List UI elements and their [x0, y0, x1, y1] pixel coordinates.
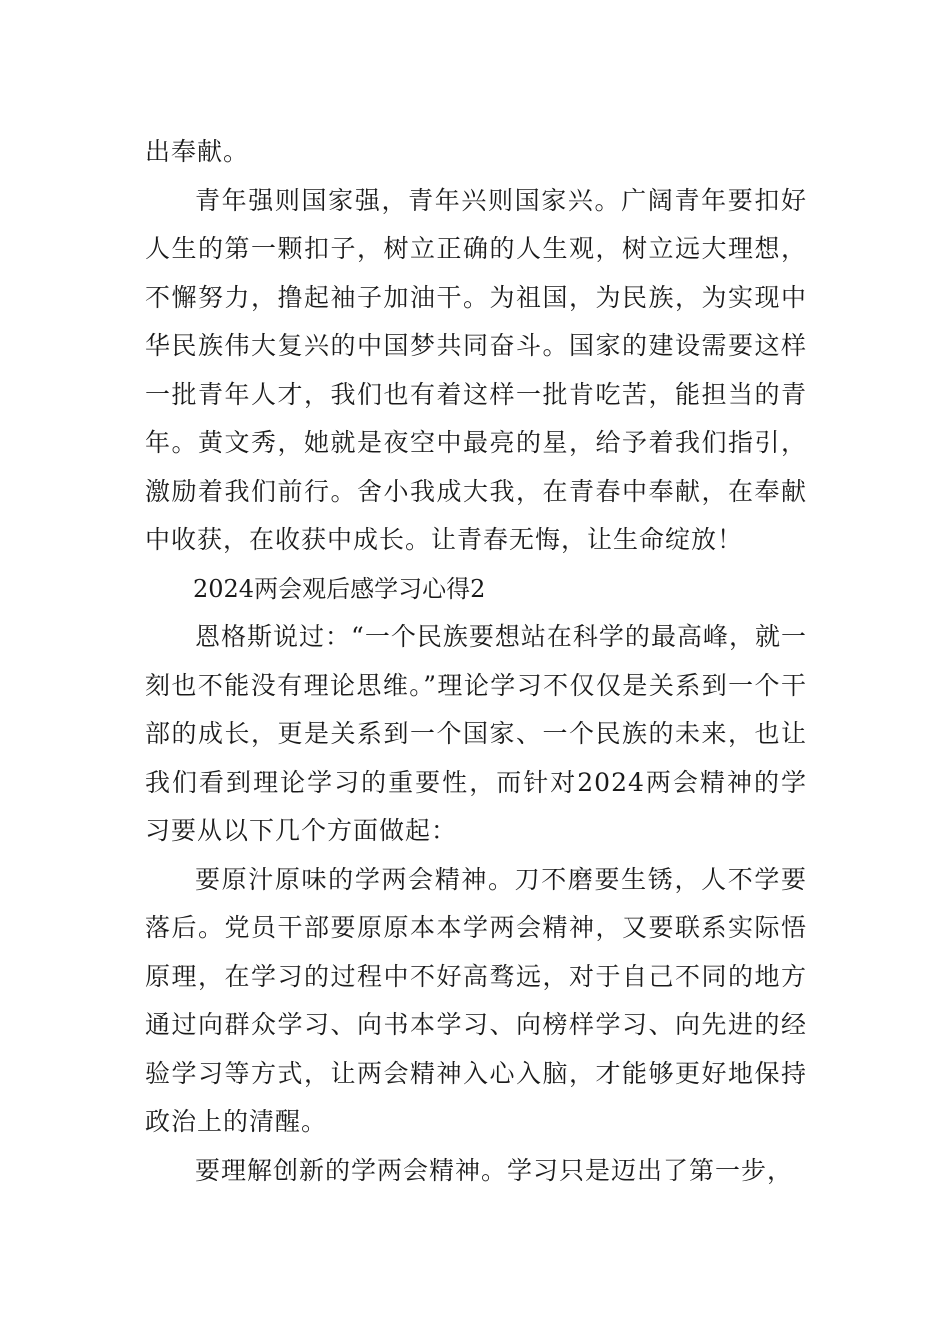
paragraph-study-innovative: 要理解创新的学两会精神。学习只是迈出了第一步， — [195, 1155, 794, 1185]
document-body — [145, 128, 807, 1195]
paragraph-youth: 青年强则国家强，青年兴则国家兴。广阔青年要扣好人生的第一颗扣子，树立正确的人生观，树立远大理想，不懈努力，撸起袖子加油干。为祖国，为民族，为实现中华民族伟大复兴的中国梦共同奋斗。国家的建设需要这样一批青年人才，我们也有着这样一批肯吃苦，能担当的青年。黄文秀，她就是夜空中最亮的星，给予着我们指引，激励着我们前行。舍小我成大我，在青春中奉献，在奉献中收获，在收获中成长。让青春无悔，让生命绽放！ — [145, 185, 807, 554]
paragraph-study-original: 要原汁原味的学两会精神。刀不磨要生锈，人不学要落后。党员干部要原原本本学两会精神，又要联系实际悟原理，在学习的过程中不好高骛远，对于自己不同的地方通过向群众学习、向书本学习、向榜样学习、向先进的经验学习等方式，让两会精神入心入脑，才能够更好地保持政治上的清醒。 — [145, 864, 807, 1136]
section-heading: 2024两会观后感学习心得2 — [193, 574, 486, 603]
paragraph-engels-quote: 恩格斯说过：“一个民族要想站在科学的最高峰，就一刻也不能没有理论思维。”理论学习不仅仅是关系到一个干部的成长，更是关系到一个国家、一个民族的未来，也让我们看到理论学习的重要性，而针对2024两会精神的学习要从以下几个方面做起： — [145, 622, 807, 845]
paragraph-continuation: 出奉献。 — [145, 137, 250, 166]
